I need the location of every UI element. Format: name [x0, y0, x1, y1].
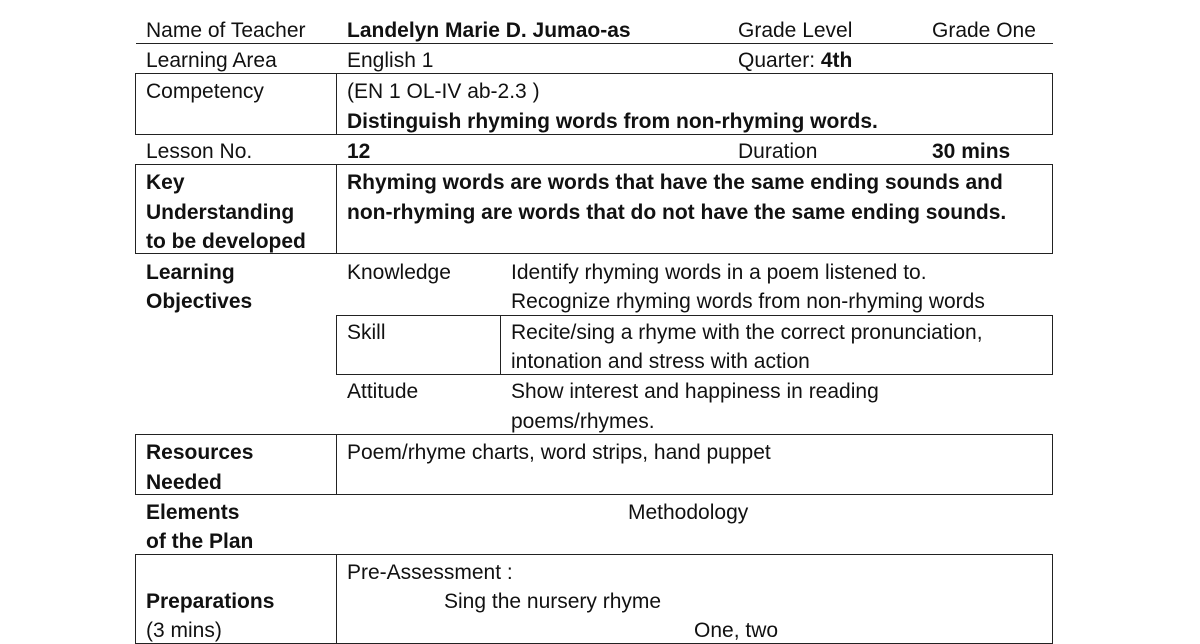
- competency-text: Distinguish rhyming words from non-rhyming words.: [347, 110, 878, 133]
- key-understanding-text-line: Rhyming words are words that have the same ending sounds and: [347, 171, 1003, 194]
- key-understanding-label-line: to be developed: [146, 230, 306, 253]
- quarter-field: [738, 50, 852, 71]
- key-understanding-label-line: Understanding: [146, 201, 295, 224]
- key-understanding-label-line: Key: [146, 171, 185, 194]
- column-divider: [336, 164, 337, 254]
- column-divider: [336, 554, 337, 644]
- competency-label: Competency: [146, 80, 264, 103]
- attitude-label: Attitude: [347, 380, 419, 403]
- lesson-number: 12: [347, 140, 371, 163]
- skill-line: Recite/sing a rhyme with the correct pronunciation,: [511, 321, 983, 344]
- competency-code: (EN 1 OL-IV ab-2.3 ): [347, 80, 540, 103]
- teacher-label: Name of Teacher: [146, 19, 306, 42]
- methodology-heading: Methodology: [628, 501, 749, 524]
- attitude-line: poems/rhymes.: [511, 410, 655, 433]
- elements-label-line: of the Plan: [146, 530, 254, 553]
- resources-label-line: Resources: [146, 441, 254, 464]
- rhyme-line: One, two: [694, 619, 779, 642]
- elements-label-line: Elements: [146, 501, 240, 524]
- duration-label: Duration: [738, 140, 818, 163]
- key-understanding-text-line: non-rhyming are words that do not have the same ending sounds.: [347, 201, 1007, 224]
- preparations-time: (3 mins): [146, 619, 222, 642]
- preparations-label: Preparations: [146, 590, 275, 613]
- lesson-label: Lesson No.: [146, 140, 253, 163]
- resources-text: Poem/rhyme charts, word strips, hand puppet: [347, 441, 771, 464]
- resources-label-line: Needed: [146, 471, 222, 494]
- knowledge-label: Knowledge: [347, 261, 451, 284]
- column-divider: [336, 434, 337, 495]
- learning-area-label: Learning Area: [146, 49, 277, 72]
- pre-assessment-label: Pre-Assessment :: [347, 561, 513, 584]
- column-divider: [500, 315, 501, 375]
- knowledge-line: Identify rhyming words in a poem listened to.: [511, 261, 927, 284]
- learning-area-value: English 1: [347, 49, 434, 72]
- skill-line: intonation and stress with action: [511, 350, 810, 373]
- attitude-line: Show interest and happiness in reading: [511, 380, 879, 403]
- sing-instruction: Sing the nursery rhyme: [444, 590, 662, 613]
- column-divider: [336, 73, 337, 135]
- skill-label: Skill: [347, 321, 386, 344]
- grade-level-value: Grade One: [932, 19, 1036, 42]
- grade-level-label: Grade Level: [738, 19, 853, 42]
- duration-value: 30 mins: [932, 140, 1011, 163]
- knowledge-line: Recognize rhyming words from non-rhyming words: [511, 290, 985, 313]
- quarter-value: 4th: [820, 49, 853, 72]
- row-divider: [136, 43, 1053, 44]
- quarter-label: Quarter:: [738, 49, 816, 72]
- objectives-label-line: Objectives: [146, 290, 253, 313]
- objectives-label-line: Learning: [146, 261, 235, 284]
- teacher-name: Landelyn Marie D. Jumao-as: [347, 19, 631, 42]
